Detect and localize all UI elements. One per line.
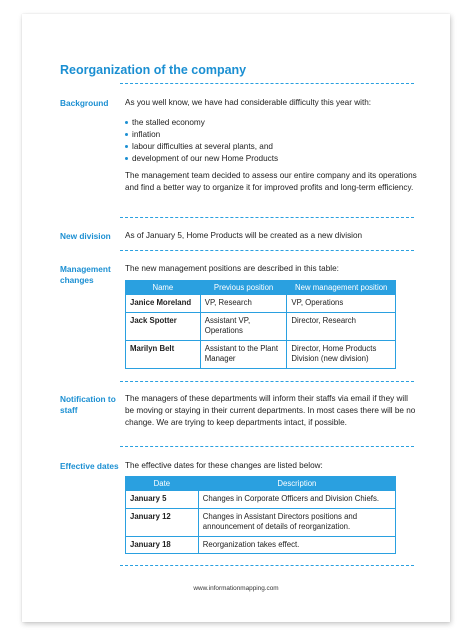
column-header: Description bbox=[198, 477, 395, 491]
table-cell: VP, Research bbox=[200, 295, 287, 313]
table-cell: Changes in Assistant Directors positions and announcement of details of reorganization. bbox=[198, 508, 395, 536]
list-item: the stalled economy bbox=[125, 117, 417, 129]
background-conclusion: The management team decided to assess our entire company and its operations and find a better way to organize it for improved profits and long-term efficiency. bbox=[125, 171, 417, 193]
notification-label: Notification to staff bbox=[60, 394, 116, 415]
table-header-row bbox=[126, 477, 396, 491]
column-header: Previous position bbox=[200, 281, 287, 295]
table-cell: Assistant VP, Operations bbox=[200, 312, 287, 340]
table-cell: Changes in Corporate Officers and Division Chiefs. bbox=[198, 491, 395, 509]
effective-dates-intro: The effective dates for these changes are listed below: bbox=[125, 461, 323, 470]
new-division-text: As of January 5, Home Products will be created as a new division bbox=[125, 231, 363, 240]
table-cell: Reorganization takes effect. bbox=[198, 536, 395, 554]
column-header: Date bbox=[126, 477, 199, 491]
effective-dates-label: Effective dates bbox=[60, 461, 119, 471]
table-cell: VP, Operations bbox=[287, 295, 396, 313]
background-label: Background bbox=[60, 98, 109, 108]
table-header-row bbox=[126, 281, 396, 295]
list-item: development of our new Home Products bbox=[125, 153, 417, 165]
section-divider bbox=[120, 250, 414, 251]
column-header: Name bbox=[126, 281, 201, 295]
column-header: New management position bbox=[287, 281, 396, 295]
table-row bbox=[126, 491, 396, 509]
management-changes-label: Management changes bbox=[60, 264, 111, 285]
table-cell: Janice Moreland bbox=[126, 295, 201, 313]
background-block bbox=[125, 97, 417, 194]
footer-url: www.informationmapping.com bbox=[193, 585, 279, 592]
table-row bbox=[126, 340, 396, 368]
section-divider bbox=[120, 217, 414, 218]
table-cell: Marilyn Belt bbox=[126, 340, 201, 368]
table-row bbox=[126, 536, 396, 554]
list-item: inflation bbox=[125, 129, 417, 141]
effective-dates-table bbox=[125, 476, 396, 554]
document-title: Reorganization of the company bbox=[60, 63, 247, 77]
table-cell: January 5 bbox=[126, 491, 199, 509]
section-divider bbox=[120, 83, 414, 84]
table-cell: January 18 bbox=[126, 536, 199, 554]
section-divider bbox=[120, 565, 414, 566]
table-cell: January 12 bbox=[126, 508, 199, 536]
background-bullet-list bbox=[125, 117, 417, 165]
table-row bbox=[126, 295, 396, 313]
notification-text: The managers of these departments will inform their staffs via email if they will be moving or staying in their current departments. In most cases there will be no change. We are trying to keep departments intact, if possible. bbox=[125, 394, 416, 427]
table-cell: Director, Research bbox=[287, 312, 396, 340]
new-division-label: New division bbox=[60, 231, 111, 241]
table-cell: Jack Spotter bbox=[126, 312, 201, 340]
table-row bbox=[126, 312, 396, 340]
management-changes-intro: The new management positions are described in this table: bbox=[125, 264, 339, 273]
section-divider bbox=[120, 381, 414, 382]
table-row bbox=[126, 508, 396, 536]
management-table bbox=[125, 280, 396, 369]
background-intro: As you well know, we have had considerable difficulty this year with: bbox=[125, 98, 372, 107]
document-page bbox=[22, 14, 450, 622]
section-divider bbox=[120, 446, 414, 447]
table-cell: Assistant to the Plant Manager bbox=[200, 340, 287, 368]
table-cell: Director, Home Products Division (new division) bbox=[287, 340, 396, 368]
list-item: labour difficulties at several plants, and bbox=[125, 141, 417, 153]
